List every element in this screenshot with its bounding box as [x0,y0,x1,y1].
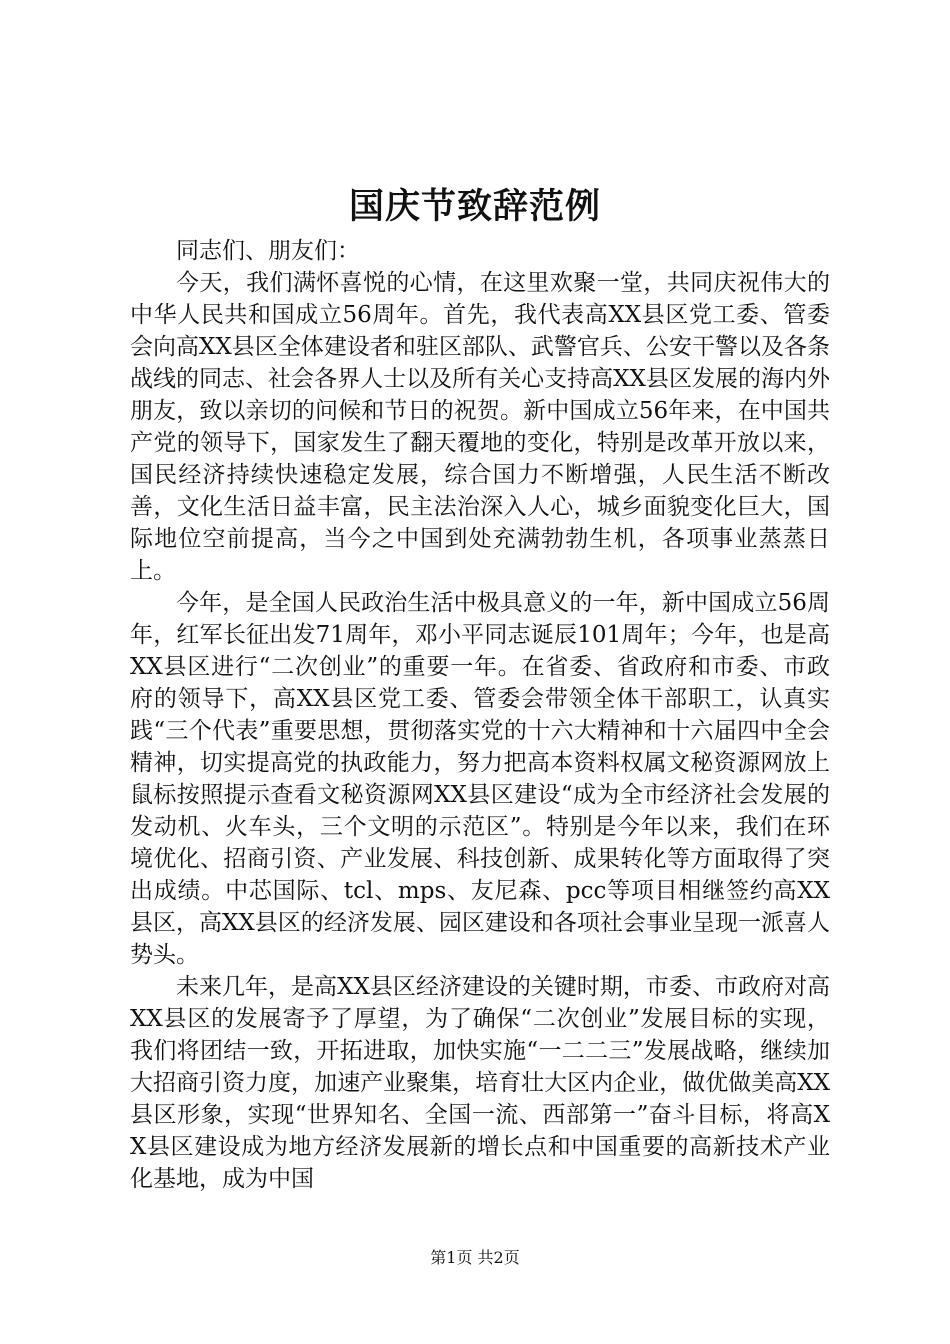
document-title: 国庆节致辞范例 [348,186,601,227]
paragraph: 今年，是全国人民政治生活中极具意义的一年，新中国成立56周年，红军长征出发71周年，邓小平同志诞辰101周年；今年，也是高XX县区进行“二次创业”的重要一年。在省委、省政府和市委、市政府的领导下，高XX县区党工委、管委会带领全体干部职工，认真实践“三个代表”重要思想，贯彻落实党的十六大精神和十六届四中全会精神，切实提高党的执政能力，努力把高本资料权属文秘资源网放上鼠标按照提示查看文秘资源网XX县区建设“成为全市经济社会发展的发动机、火车头，三个文明的示范区”。特别是今年以来，我们在环境优化、招商引资、产业发展、科技创新、成果转化等方面取得了突出成绩。中芯国际、tcl、mps、友尼森、pcc等项目相继签约高XX县区，高XX县区的经济发展、园区建设和各项社会事业呈现一派喜人势头。 [130,590,830,968]
salutation: 同志们、朋友们： [176,238,360,264]
paragraph: 未来几年，是高XX县区经济建设的关键时期，市委、市政府对高XX县区的发展寄予了厚望，为了确保“二次创业”发展目标的实现，我们将团结一致，开拓进取，加快实施“一二二三”发展战略，继续加大招商引资力度，加速产业聚集，培育壮大区内企业，做优做美高XX县区形象，实现“世界知名、全国一流、西部第一”奋斗目标，将高XX县区建设成为地方经济发展新的增长点和中国重要的高新技术产业化基地，成为中国 [130,974,830,1192]
paragraph: 今天，我们满怀喜悦的心情，在这里欢聚一堂，共同庆祝伟大的中华人民共和国成立56周年。首先，我代表高XX县区党工委、管委会向高XX县区全体建设者和驻区部队、武警官兵、公安干警以及各条战线的同志、社会各界人士以及所有关心支持高XX县区发展的海内外朋友，致以亲切的问候和节日的祝贺。新中国成立56年来，在中国共产党的领导下，国家发生了翻天覆地的变化，特别是改革开放以来，国民经济持续快速稳定发展，综合国力不断增强，人民生活不断改善，文化生活日益丰富，民主法治深入人心，城乡面貌变化巨大，国际地位空前提高，当今之中国到处充满勃勃生机，各项事业蒸蒸日上。 [130,270,830,584]
page-footer: 第1页 共2页 [430,1248,520,1267]
document-body [130,235,830,1195]
